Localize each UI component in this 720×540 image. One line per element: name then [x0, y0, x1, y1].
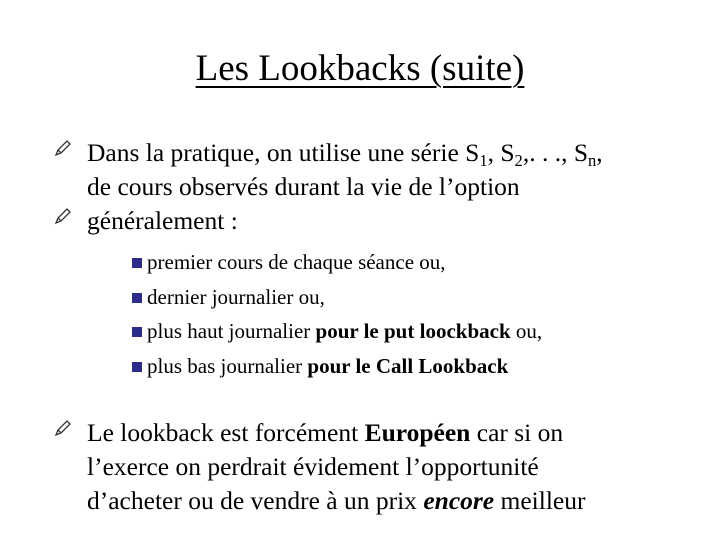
square-bullet-icon	[132, 293, 142, 303]
bullet-1-line-2-text: de cours observés durant la vie de l’option	[87, 172, 520, 201]
sub-bullet-1: premier cours de chaque séance ou,	[132, 245, 446, 279]
sub-bullet-3: plus haut journalier pour le put loockback ou,	[132, 314, 542, 348]
square-bullet-icon	[132, 327, 142, 337]
bullet-1-text: Dans la pratique, on utilise une série $S_1$, $S_2$,. . ., $S_n$,	[87, 138, 603, 170]
bullet-3-line-2-text: l’exerce on perdrait évidement l’opportunité	[87, 452, 539, 481]
slide-title	[0, 44, 720, 94]
pencil-icon	[54, 136, 74, 170]
pencil-icon	[54, 416, 74, 450]
square-bullet-icon	[132, 362, 142, 372]
square-bullet-icon	[132, 258, 142, 268]
bullet-3-text: Le lookback est forcément Européen car si on	[87, 418, 564, 447]
bullet-2-text: généralement :	[87, 206, 238, 235]
sub-bullet-2: dernier journalier ou,	[132, 280, 325, 314]
pencil-icon	[54, 204, 74, 238]
bullet-3-line-3-text: d’acheter ou de vendre à un prix encore meilleur	[87, 486, 586, 515]
slide-title-text: Les Lookbacks (suite)	[195, 48, 525, 89]
sub-bullet-4: plus bas journalier pour le Call Lookback	[132, 349, 508, 383]
